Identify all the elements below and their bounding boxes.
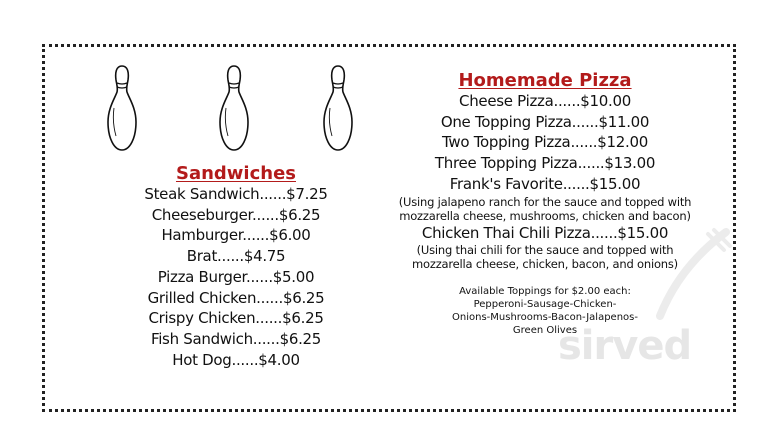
bowling-pin-icon bbox=[104, 64, 140, 152]
sandwiches-heading: Sandwiches bbox=[175, 163, 296, 184]
bowling-pin-icon bbox=[320, 64, 356, 152]
menu-item: Hamburger......$6.00 bbox=[161, 226, 311, 245]
pizza-heading: Homemade Pizza bbox=[458, 70, 632, 91]
menu-item: Two Topping Pizza......$12.00 bbox=[442, 133, 648, 152]
sandwiches-section bbox=[120, 163, 352, 370]
menu-item: Chicken Thai Chili Pizza......$15.00 bbox=[421, 223, 669, 242]
menu-item: Frank's Favorite......$15.00 bbox=[449, 174, 641, 193]
watermark-logo: sirved bbox=[558, 323, 692, 369]
thai-chili-description: (Using thai chili for the sauce and topped with mozzarella cheese, chicken, bacon, and onions) bbox=[412, 243, 678, 272]
menu-item: Grilled Chicken......$6.25 bbox=[147, 288, 325, 307]
toppings-line: Pepperoni-Sausage-Chicken- bbox=[473, 299, 617, 311]
toppings-line: Green Olives bbox=[512, 325, 578, 337]
menu-item: Cheeseburger......$6.25 bbox=[151, 205, 321, 224]
menu-item: Pizza Burger......$5.00 bbox=[157, 267, 315, 286]
franks-favorite-description: (Using jalapeno ranch for the sauce and topped with mozzarella cheese, mushrooms, chicken and bacon) bbox=[398, 194, 692, 223]
watermark-fork-icon bbox=[650, 226, 732, 322]
menu-item: Crispy Chicken......$6.25 bbox=[148, 309, 324, 328]
menu-item: Cheese Pizza......$10.00 bbox=[459, 92, 631, 110]
menu-item: Hot Dog......$4.00 bbox=[172, 350, 300, 369]
menu-item: Brat......$4.75 bbox=[186, 247, 286, 266]
toppings-heading: Available Toppings for $2.00 each: bbox=[459, 286, 631, 298]
toppings-line: Onions-Mushrooms-Bacon-Jalapenos- bbox=[452, 312, 638, 324]
bowling-pin-icon bbox=[216, 64, 252, 152]
menu-item: Fish Sandwich......$6.25 bbox=[150, 329, 322, 348]
menu-item: One Topping Pizza......$11.00 bbox=[440, 112, 650, 131]
bowling-pins bbox=[104, 64, 364, 154]
menu-item: Steak Sandwich......$7.25 bbox=[144, 185, 328, 203]
menu-item: Three Topping Pizza......$13.00 bbox=[434, 154, 656, 173]
